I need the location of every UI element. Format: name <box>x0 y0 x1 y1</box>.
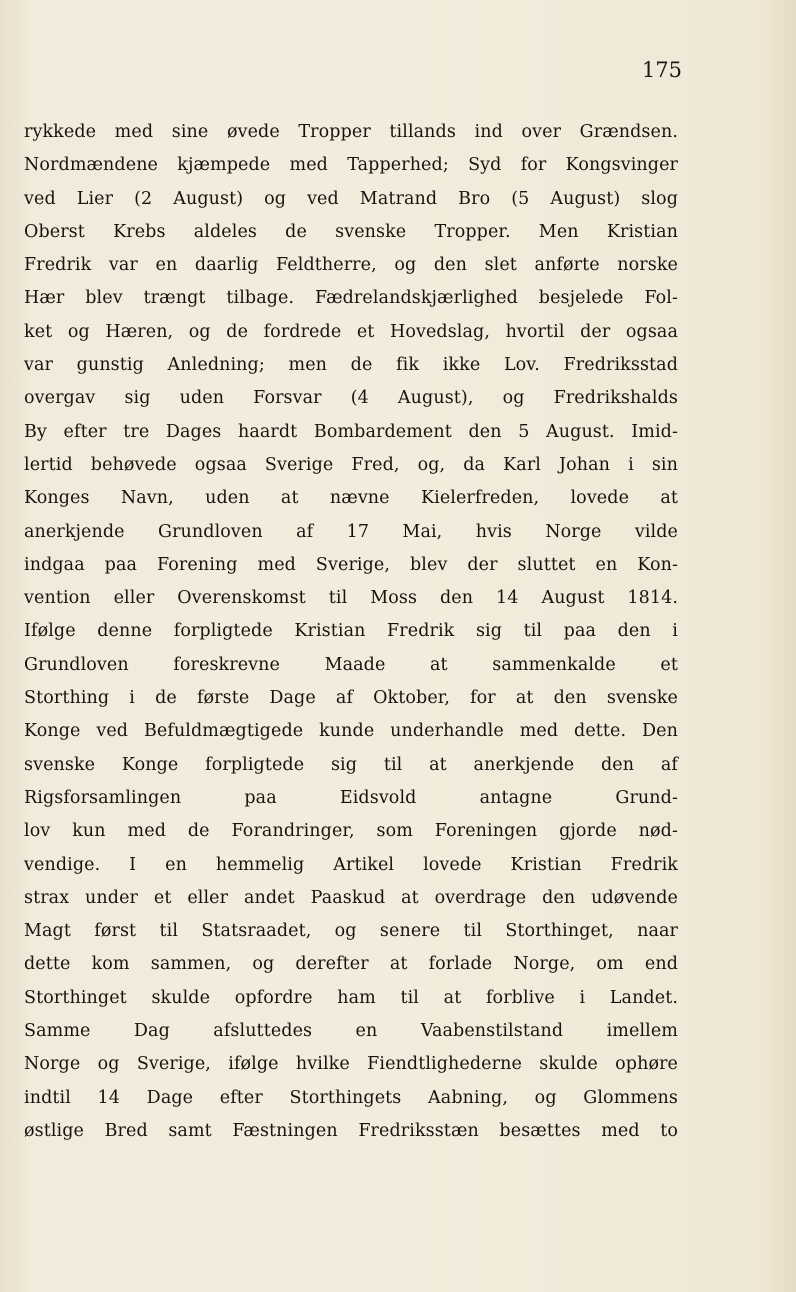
text-line: vention eller Overenskomst til Moss den 14 August 1814. <box>24 588 678 609</box>
text-line: dette kom sammen, og derefter at forlade Norge, om end <box>24 954 678 975</box>
text-line: Ifølge denne forpligtede Kristian Fredrik sig til paa den i <box>24 621 678 642</box>
text-line: Storthing i de første Dage af Oktober, for at den svenske <box>24 688 678 709</box>
text-line: indgaa paa Forening med Sverige, blev der sluttet en Kon- <box>24 554 678 575</box>
text-line: Konge ved Befuldmægtigede kunde underhandle med dette. Den <box>24 721 678 742</box>
text-line: ved Lier (2 August) og ved Matrand Bro (5 August) slog <box>24 188 678 209</box>
text-line: By efter tre Dages haardt Bombardement den 5 August. Imid- <box>24 421 678 442</box>
text-line: overgav sig uden Forsvar (4 August), og Fredrikshalds <box>24 388 678 409</box>
body-text <box>24 116 678 1148</box>
text-line: strax under et eller andet Paaskud at overdrage den udøvende <box>24 887 678 908</box>
text-line: Hær blev trængt tilbage. Fædrelandskjærlighed besjelede Fol- <box>24 288 678 309</box>
text-line: indtil 14 Dage efter Storthingets Aabning, og Glommens <box>24 1087 678 1108</box>
text-line: lov kun med de Forandringer, som Foreningen gjorde nød- <box>24 821 678 842</box>
text-line: Magt først til Statsraadet, og senere til Storthinget, naar <box>24 921 678 942</box>
text-line: var gunstig Anledning; men de fik ikke Lov. Fredriksstad <box>24 355 678 376</box>
text-line: Storthinget skulde opfordre ham til at forblive i Landet. <box>24 987 678 1008</box>
text-line: lertid behøvede ogsaa Sverige Fred, og, da Karl Johan i sin <box>24 454 678 475</box>
text-line: Rigsforsamlingen paa Eidsvold antagne Grund- <box>24 787 678 808</box>
text-line: Fredrik var en daarlig Feldtherre, og den slet anførte norske <box>24 255 678 276</box>
text-line: svenske Konge forpligtede sig til at anerkjende den af <box>24 754 678 775</box>
text-line: ket og Hæren, og de fordrede et Hovedslag, hvortil der ogsaa <box>24 321 678 342</box>
page-number: 175 <box>641 58 682 82</box>
text-line: Oberst Krebs aldeles de svenske Tropper. Men Kristian <box>24 221 678 242</box>
text-line: Samme Dag afsluttedes en Vaabenstilstand imellem <box>24 1021 678 1042</box>
text-line: Nordmændene kjæmpede med Tapperhed; Syd for Kongsvinger <box>24 155 678 176</box>
text-line: Grundloven foreskrevne Maade at sammenkalde et <box>24 654 678 675</box>
text-line: Norge og Sverige, ifølge hvilke Fiendtlighederne skulde ophøre <box>24 1054 678 1075</box>
text-line: Konges Navn, uden at nævne Kielerfreden, lovede at <box>24 488 678 509</box>
text-line: anerkjende Grundloven af 17 Mai, hvis Norge vilde <box>24 521 678 542</box>
text-line: vendige. I en hemmelig Artikel lovede Kristian Fredrik <box>24 854 678 875</box>
text-line: rykkede med sine øvede Tropper tillands ind over Grændsen. <box>24 122 678 142</box>
text-line: østlige Bred samt Fæstningen Fredriksstæn besættes med to <box>24 1120 678 1141</box>
